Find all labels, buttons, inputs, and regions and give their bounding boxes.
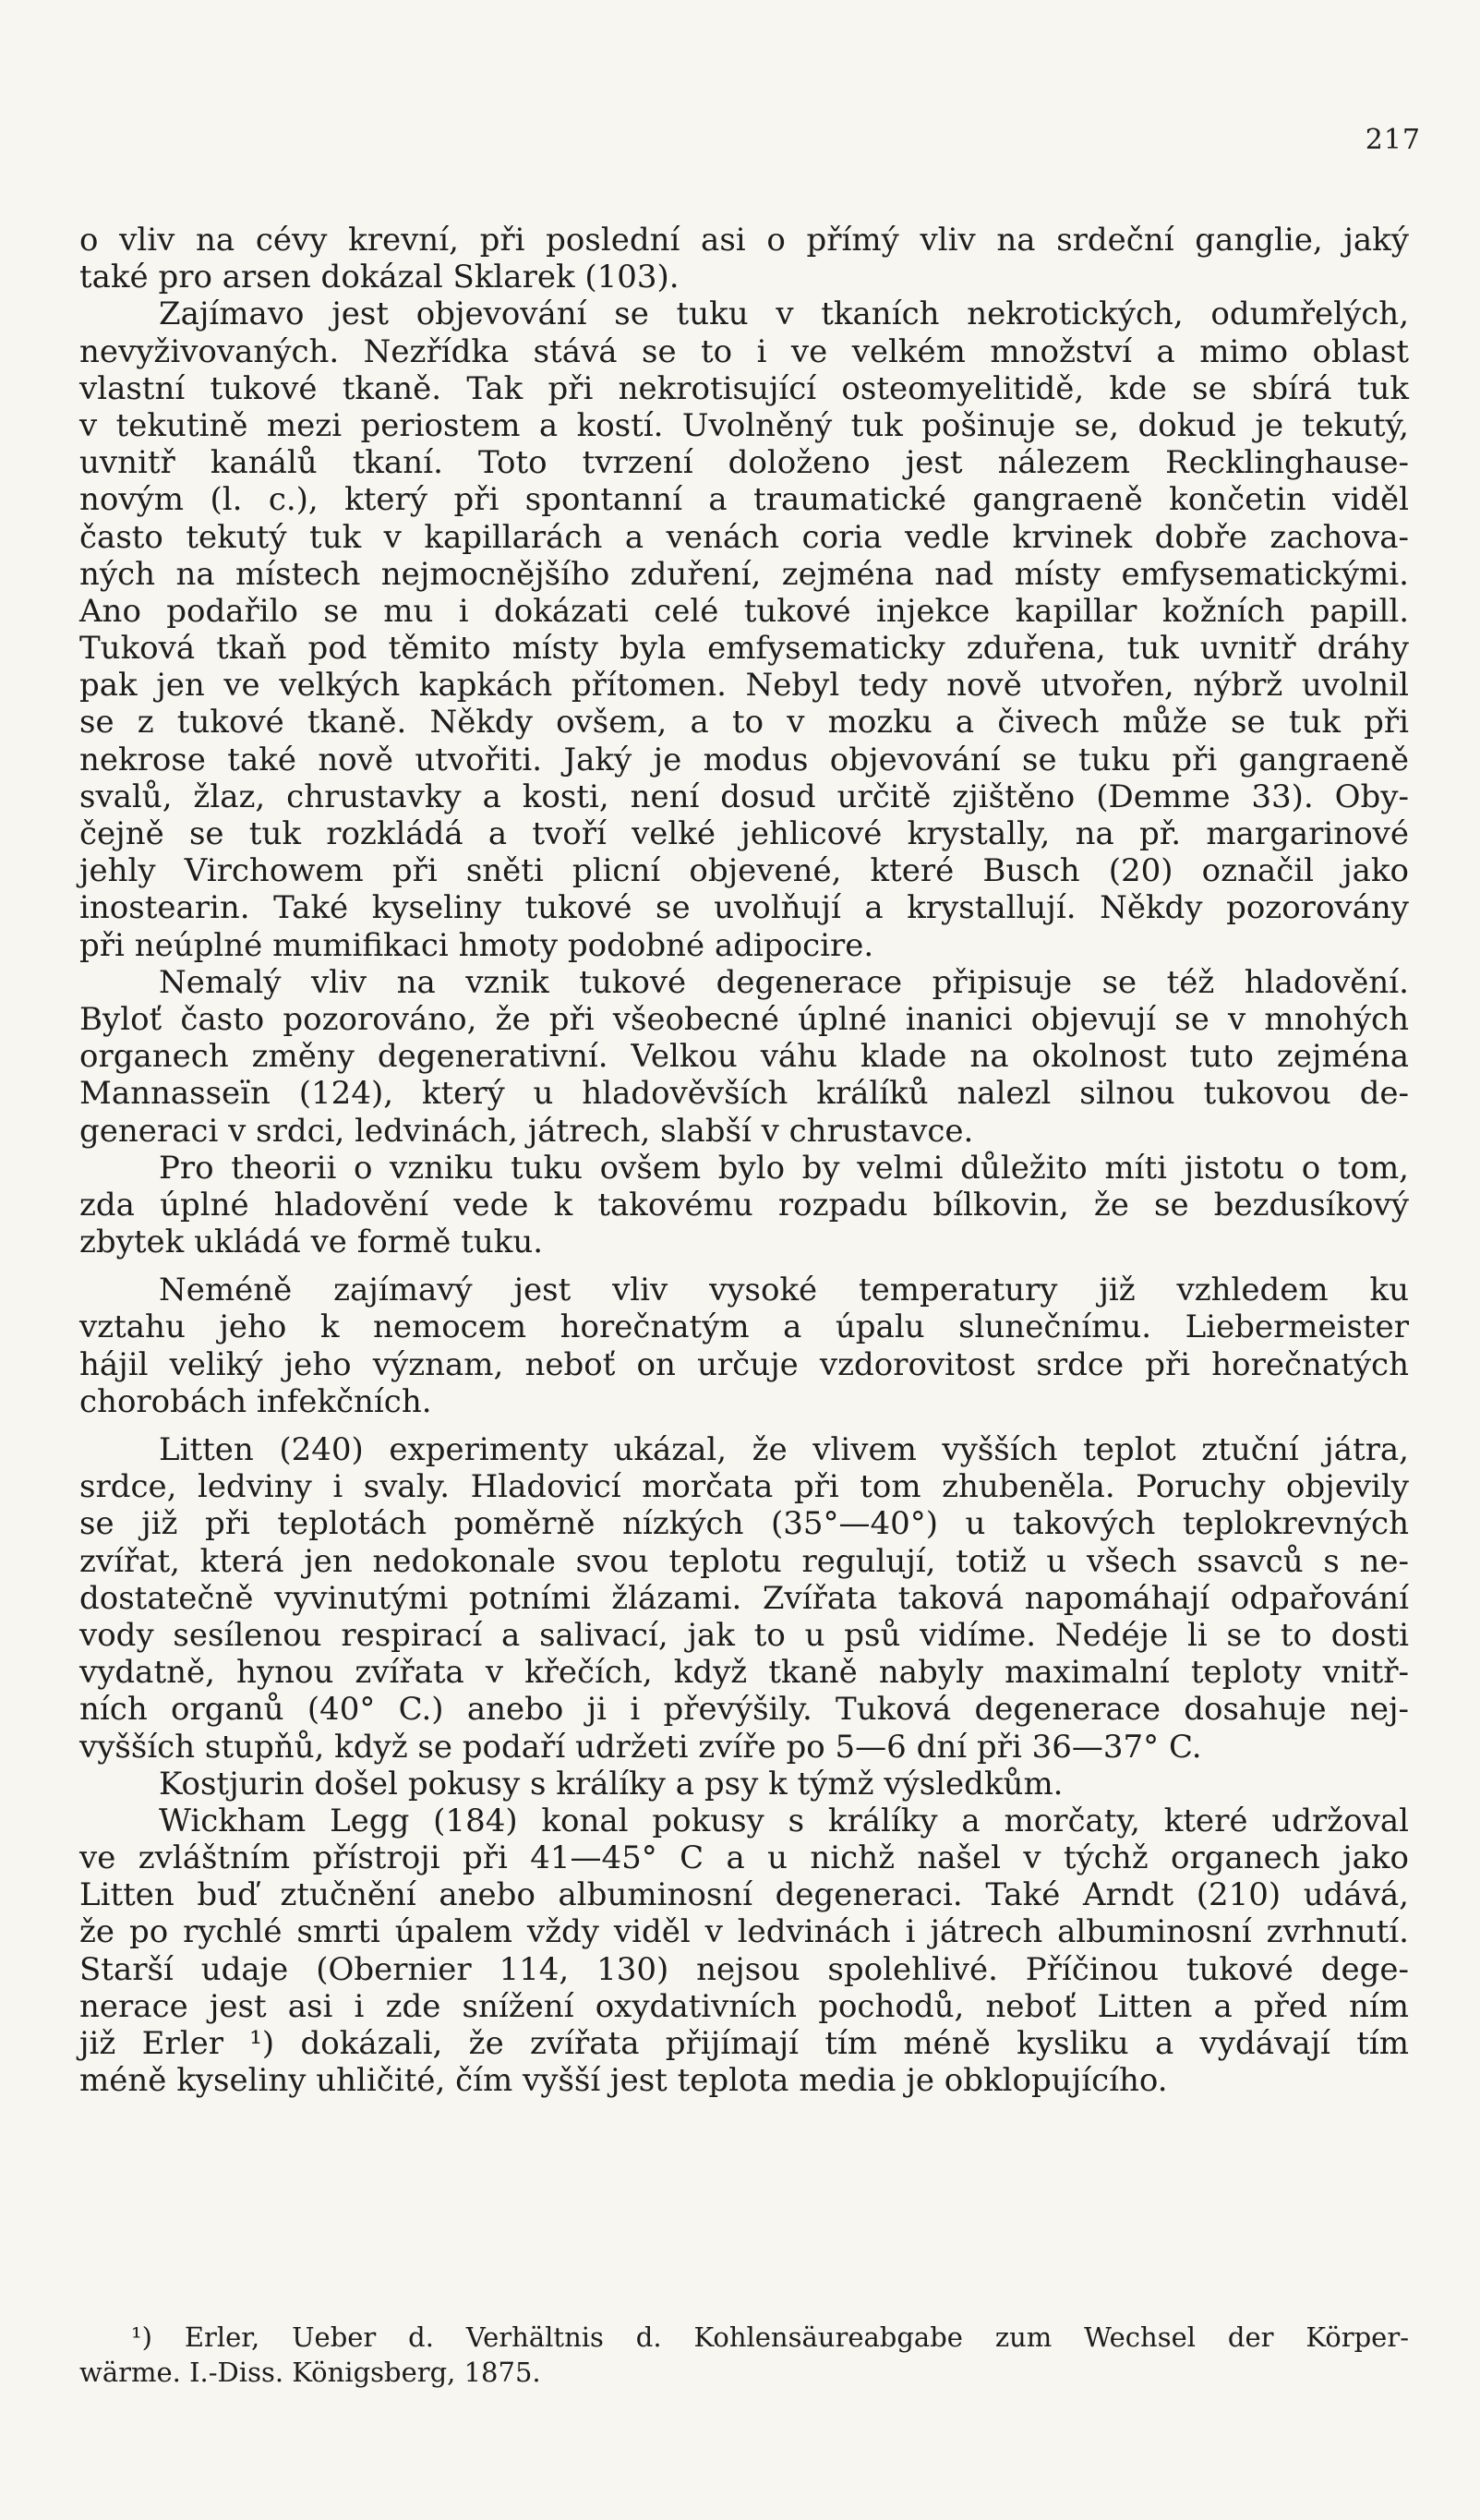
text-line: Kostjurin došel pokusy s králíky a psy k týmž výsledkům. (159, 1765, 1064, 1803)
text-line: také pro arsen dokázal Sklarek (103). (79, 259, 680, 296)
text-line: jehly Virchowem při sněti plicní objevené, které Busch (20) označil jako (79, 852, 1409, 890)
text-line: Byloť často pozorováno, že při všeobecné úplné inanici objevují se v mnohých (79, 1000, 1409, 1038)
text-line: Zajímavo jest objevování se tuku v tkaních nekrotických, odumřelých, (159, 295, 1409, 333)
text-line: při neúplné mumifikaci hmoty podobné adipocire. (79, 926, 874, 964)
text-line: vyšších stupňů, když se podaří udržeti zvíře po 5—6 dní při 36—37° C. (79, 1728, 1202, 1766)
text-line: Ano podařilo se mu i dokázati celé tukové injekce kapillar kožních papill. (79, 592, 1409, 630)
text-line: ve zvláštním přístroji při 41—45° C a u nichž našel v týchž organech jako (79, 1839, 1409, 1877)
text-line: se z tukové tkaně. Někdy ovšem, a to v mozku a čivech může se tuk při (79, 704, 1409, 742)
text-line: zda úplné hladovění vede k takovému rozpadu bílkovin, že se bezdusíkový (79, 1186, 1409, 1224)
text-line: nerace jest asi i zde snížení oxydativních pochodů, neboť Litten a před ním (79, 1987, 1409, 2025)
text-line: Tuková tkaň pod těmito místy byla emfysematicky zduřena, tuk uvnitř dráhy (79, 630, 1409, 668)
text-line: dostatečně vyvinutými potními žlázami. Zvířata taková napomáhají odpařování (79, 1579, 1409, 1617)
text-line: se již při teplotách poměrně nízkých (35°—40°) u takových teplokrevných (79, 1505, 1409, 1543)
text-line: generaci v srdci, ledvinách, játrech, slabší v chrustavce. (79, 1112, 974, 1150)
footnote-line: wärme. I.-Diss. Königsberg, 1875. (79, 2357, 541, 2388)
text-line: vztahu jeho k nemocem horečnatým a úpalu slunečnímu. Liebermeister (79, 1308, 1409, 1346)
text-line: Litten buď ztučnění anebo albuminosní degeneraci. Také Arndt (210) udává, (79, 1876, 1409, 1914)
text-line: o vliv na cévy krevní, při poslední asi o přímý vliv na srdeční ganglie, jaký (79, 222, 1409, 259)
text-line: Mannasseïn (124), který u hladověvších králíků nalezl silnou tukovou de- (79, 1075, 1409, 1113)
text-line: inostearin. Také kyseliny tukové se uvolňují a krystallují. Někdy pozorovány (79, 889, 1409, 927)
text-line: organech změny degenerativní. Velkou váhu klade na okolnost tuto zejména (79, 1038, 1409, 1076)
text-line: ních organů (40° C.) anebo ji i převýšily. Tuková degenerace dosahuje nej- (79, 1691, 1409, 1729)
text-line: nevyživovaných. Nezřídka stává se to i ve velkém množství a mimo oblast (79, 332, 1409, 370)
page-number: 217 (1365, 124, 1421, 156)
body-text (79, 222, 1409, 2099)
text-line: již Erler ¹) dokázali, že zvířata přijímají tím méně kysliku a vydávají tím (79, 2025, 1409, 2062)
text-line: vody sesílenou respirací a salivací, jak to u psů vidíme. Nedéje li se to dosti (79, 1616, 1409, 1654)
text-line: zbytek ukládá ve formě tuku. (79, 1224, 544, 1261)
text-line: chorobách infekčních. (79, 1382, 432, 1420)
text-line: Neméně zajímavý jest vliv vysoké temperatury již vzhledem ku (159, 1272, 1409, 1309)
text-line: svalů, žlaz, chrustavky a kosti, není dosud určitě zjištěno (Demme 33). Oby- (79, 778, 1409, 815)
text-line: novým (l. c.), který při spontanní a traumatické gangraeně končetin viděl (79, 481, 1409, 519)
text-line: Litten (240) experimenty ukázal, že vlivem vyšších teplot ztuční játra, (159, 1431, 1409, 1468)
text-line: uvnitř kanálů tkaní. Toto tvrzení doloženo jest nálezem Recklinghause- (79, 444, 1409, 482)
text-line: Wickham Legg (184) konal pokusy s králíky a morčaty, které udržoval (159, 1802, 1409, 1839)
text-line: pak jen ve velkých kapkách přítomen. Nebyl tedy nově utvořen, nýbrž uvolnil (79, 667, 1409, 705)
text-line: čejně se tuk rozkládá a tvoří velké jehlicové krystally, na př. margarinové (79, 815, 1409, 852)
text-line: Pro theorii o vzniku tuku ovšem bylo by velmi důležito míti jistotu o tom, (159, 1149, 1409, 1187)
text-line: často tekutý tuk v kapillarách a venách coria vedle krvinek dobře zachova- (79, 518, 1409, 556)
text-line: v tekutině mezi periostem a kostí. Uvolněný tuk pošinuje se, dokud je tekutý, (79, 406, 1409, 444)
footnote-line: ¹) Erler, Ueber d. Verhältnis d. Kohlensäureabgabe zum Wechsel der Körper- (131, 2321, 1409, 2353)
text-line: vydatně, hynou zvířata v křečích, když tkaně nabyly maximalní teploty vnitř- (79, 1654, 1409, 1692)
text-line: méně kyseliny uhličité, čím vyšší jest teplota media je obklopujícího. (79, 2062, 1168, 2100)
text-line: Starší udaje (Obernier 114, 130) nejsou spolehlivé. Příčinou tukové dege- (79, 1950, 1409, 1988)
text-line: Nemalý vliv na vznik tukové degenerace připisuje se též hladovění. (159, 963, 1409, 1001)
text-line: že po rychlé smrti úpalem vždy viděl v ledvinách i játrech albuminosní zvrhnutí. (79, 1913, 1409, 1951)
text-line: nekrose také nově utvořiti. Jaký je modus objevování se tuku při gangraeně (79, 741, 1409, 778)
text-line: ných na místech nejmocnějšího zduření, zejména nad místy emfysematickými. (79, 555, 1409, 593)
text-line: hájil veliký jeho význam, neboť on určuje vzdorovitost srdce při horečnatých (79, 1345, 1409, 1383)
text-line: vlastní tukové tkaně. Tak při nekrotisující osteomyelitidě, kde se sbírá tuk (79, 369, 1409, 407)
footnote (79, 2320, 1409, 2390)
text-line: srdce, ledviny i svaly. Hladovicí morčata při tom zhubeněla. Poruchy objevily (79, 1468, 1409, 1506)
text-line: zvířat, která jen nedokonale svou teplotu regulují, totiž u všech ssavců s ne- (79, 1542, 1409, 1580)
